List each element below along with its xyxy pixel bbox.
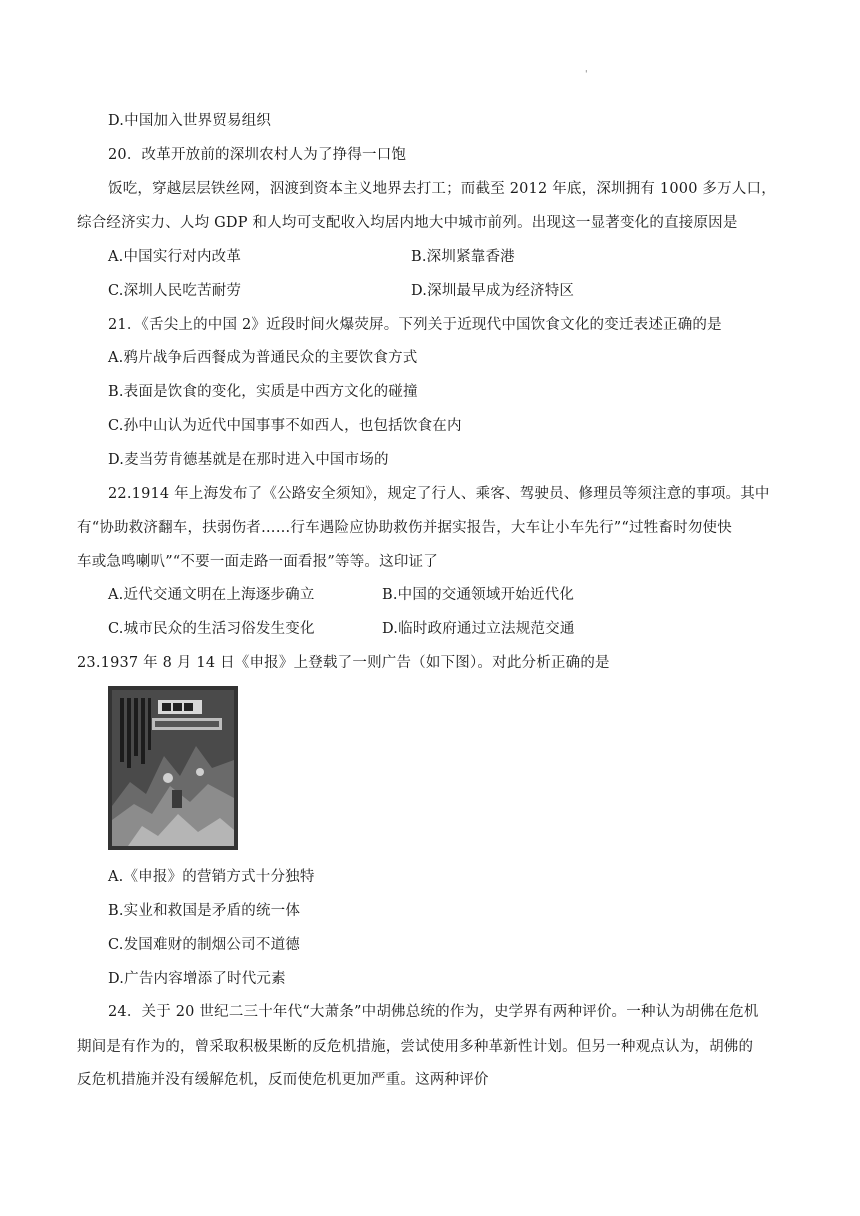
q22-stem-line3: 车或急鸣喇叭”“不要一面走路一面看报”等等。这印证了 (77, 554, 438, 570)
q22-stem-line1: 22.1914 年上海发布了《公路安全须知》，规定了行人、乘客、驾驶员、修理员等须注意的事项。其中 (108, 486, 770, 502)
q24-stem-line1: 24．关于 20 世纪二三十年代“大萧条”中胡佛总统的作为，史学界有两种评价。一种认为胡佛在危机 (108, 1004, 759, 1020)
q20-option-a: A.中国实行对内改革 (108, 249, 242, 265)
q20-option-b: B.深圳紧靠香港 (411, 249, 515, 265)
q20-option-c: C.深圳人民吃苦耐劳 (108, 283, 242, 299)
page-mark: ' (585, 70, 588, 80)
q20-stem-line3: 综合经济实力、人均 GDP 和人均可支配收入均居内地大中城市前列。出现这一显著变化的直接原因是 (77, 215, 738, 231)
q21-stem: 21．《舌尖上的中国 2》近段时间火爆荧屏。下列关于近现代中国饮食文化的变迁表述正确的是 (108, 317, 722, 333)
q23-stem: 23.1937 年 8 月 14 日《申报》上登载了一则广告（如下图）。对此分析正确的是 (77, 655, 610, 671)
q21-option-b: B.表面是饮食的变化，实质是中西方文化的碰撞 (108, 384, 418, 400)
q20-option-d: D.深圳最早成为经济特区 (411, 283, 575, 299)
q23-option-a: A.《申报》的营销方式十分独特 (108, 869, 315, 885)
q23-option-b: B.实业和救国是矛盾的统一体 (108, 903, 301, 919)
q22-stem-line2: 有“协助救济翻车，扶弱伤者……行车遇险应协助救伤并据实报告，大车让小车先行”“过牲畜时勿使快 (77, 520, 732, 536)
q22-option-c: C.城市民众的生活习俗发生变化 (108, 621, 315, 637)
q23-option-c: C.发国难财的制烟公司不道德 (108, 937, 300, 953)
q21-option-c: C.孙中山认为近代中国事事不如西人，也包括饮食在内 (108, 418, 462, 434)
q21-option-d: D.麦当劳肯德基就是在那时进入中国市场的 (108, 452, 389, 468)
q24-stem-line2: 期间是有作为的，曾采取积极果断的反危机措施，尝试使用多种革新性计划。但另一种观点认为，胡佛的 (77, 1039, 754, 1055)
newspaper-advertisement-image (108, 686, 238, 850)
q24-stem-line3: 反危机措施并没有缓解危机，反而使危机更加严重。这两种评价 (77, 1072, 489, 1088)
q21-option-a: A.鸦片战争后西餐成为普通民众的主要饮食方式 (108, 350, 418, 366)
q20-stem-line1: 20．改革开放前的深圳农村人为了挣得一口饱 (108, 147, 407, 163)
q22-option-b: B.中国的交通领域开始近代化 (382, 587, 575, 603)
q19-option-d: D.中国加入世界贸易组织 (108, 113, 272, 129)
q22-option-a: A.近代交通文明在上海逐步确立 (108, 587, 315, 603)
q23-option-d: D.广告内容增添了时代元素 (108, 971, 286, 987)
q22-option-d: D.临时政府通过立法规范交通 (382, 621, 575, 637)
q20-stem-line2: 饭吃，穿越层层铁丝网，泅渡到资本主义地界去打工；而截至 2012 年底，深圳拥有 1000 多万人口， (108, 181, 776, 197)
